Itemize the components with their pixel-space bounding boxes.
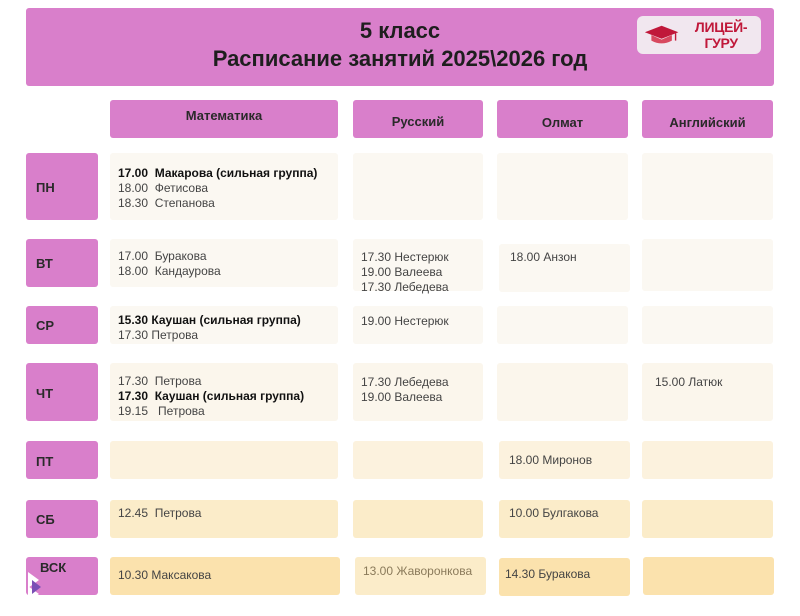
- lesson: 17.00 Буракова: [118, 249, 207, 263]
- lesson: 18.00 Кандаурова: [118, 264, 221, 278]
- day-label-wed: СР: [26, 306, 98, 344]
- cell-wed-russian: [353, 306, 483, 344]
- subject-header-olmat: Олмат: [497, 100, 628, 138]
- lesson: 12.45 Петрова: [118, 506, 202, 520]
- lesson: 19.00 Валеева: [361, 390, 443, 404]
- lesson: 19.00 Нестерюк: [361, 314, 449, 328]
- lesson: 17.00 Макарова (сильная группа): [118, 166, 318, 180]
- logo: [637, 16, 761, 54]
- lesson: 19.15 Петрова: [118, 404, 205, 418]
- cell-mon-english: [642, 153, 773, 220]
- cell-mon-math: [110, 153, 338, 220]
- lesson: 18.00 Анзон: [510, 250, 577, 264]
- cell-sun-olmat: [499, 558, 630, 596]
- day-label-tue: ВТ: [26, 239, 98, 287]
- cell-sun-russian: [355, 557, 486, 595]
- day-label-sun: ВСК: [26, 557, 98, 595]
- lesson: 17.30 Петрова: [118, 328, 199, 342]
- page-header: [26, 8, 774, 86]
- lesson: 19.00 Валеева: [361, 265, 443, 279]
- cell-thu-russian: [353, 363, 483, 421]
- lesson: 10.30 Максакова: [118, 568, 212, 582]
- lesson: 10.00 Булгакова: [509, 506, 599, 520]
- day-label-fri: ПТ: [26, 441, 98, 479]
- cell-thu-olmat: [497, 363, 628, 421]
- cell-tue-english: [642, 239, 773, 291]
- lesson: 15.30 Каушан (сильная группа): [118, 313, 301, 327]
- cell-sat-math: [110, 500, 338, 538]
- subject-header-english: Английский: [642, 100, 773, 138]
- cell-mon-olmat: [497, 153, 628, 220]
- ribbon-decoration-icon: [28, 560, 50, 608]
- cell-tue-math: [110, 239, 338, 287]
- day-label-thu: ЧТ: [26, 363, 98, 421]
- cell-fri-olmat: [499, 441, 630, 479]
- cell-mon-russian: [353, 153, 483, 220]
- cell-fri-english: [642, 441, 773, 479]
- lesson: 17.30 Петрова: [118, 374, 202, 388]
- day-label-sat: СБ: [26, 500, 98, 538]
- page-title: 5 класс: [359, 18, 441, 43]
- lesson: 17.30 Лебедева: [361, 375, 449, 389]
- cell-sat-olmat: [499, 500, 630, 538]
- cell-thu-math: [110, 363, 338, 421]
- lesson: 18.00 Миронов: [509, 453, 593, 467]
- lesson: 18.00 Фетисова: [118, 181, 209, 195]
- cell-wed-english: [642, 306, 773, 344]
- cell-sat-english: [642, 500, 773, 538]
- subject-header-russian: Русский: [353, 100, 483, 138]
- cell-fri-math: [110, 441, 338, 479]
- lesson: 17.30 Лебедева: [361, 280, 449, 294]
- cell-fri-russian: [353, 441, 483, 479]
- cell-wed-math: [110, 306, 338, 344]
- lesson: 17.30 Нестерюк: [361, 250, 449, 264]
- cell-tue-olmat: [499, 244, 630, 292]
- cell-thu-english: [642, 363, 773, 421]
- lesson: 17.30 Каушан (сильная группа): [118, 389, 305, 403]
- lesson: 13.00 Жаворонкова: [363, 564, 473, 578]
- subject-header-math: Математика: [110, 100, 338, 138]
- cell-sat-russian: [353, 500, 483, 538]
- logo-text: ЛИЦЕЙ-ГУРУ: [694, 19, 748, 51]
- lesson: 18.30 Степанова: [118, 196, 215, 210]
- cell-wed-olmat: [497, 306, 628, 344]
- lesson: 14.30 Буракова: [505, 567, 591, 581]
- cell-sun-english: [643, 557, 774, 595]
- cell-tue-russian: [353, 239, 483, 294]
- graduation-cap-icon: [643, 22, 680, 48]
- page-subtitle: Расписание занятий 2025\2026 год: [212, 46, 588, 71]
- cell-sun-math: [110, 557, 340, 595]
- day-label-mon: ПН: [26, 153, 98, 220]
- lesson: 15.00 Латюк: [655, 375, 723, 389]
